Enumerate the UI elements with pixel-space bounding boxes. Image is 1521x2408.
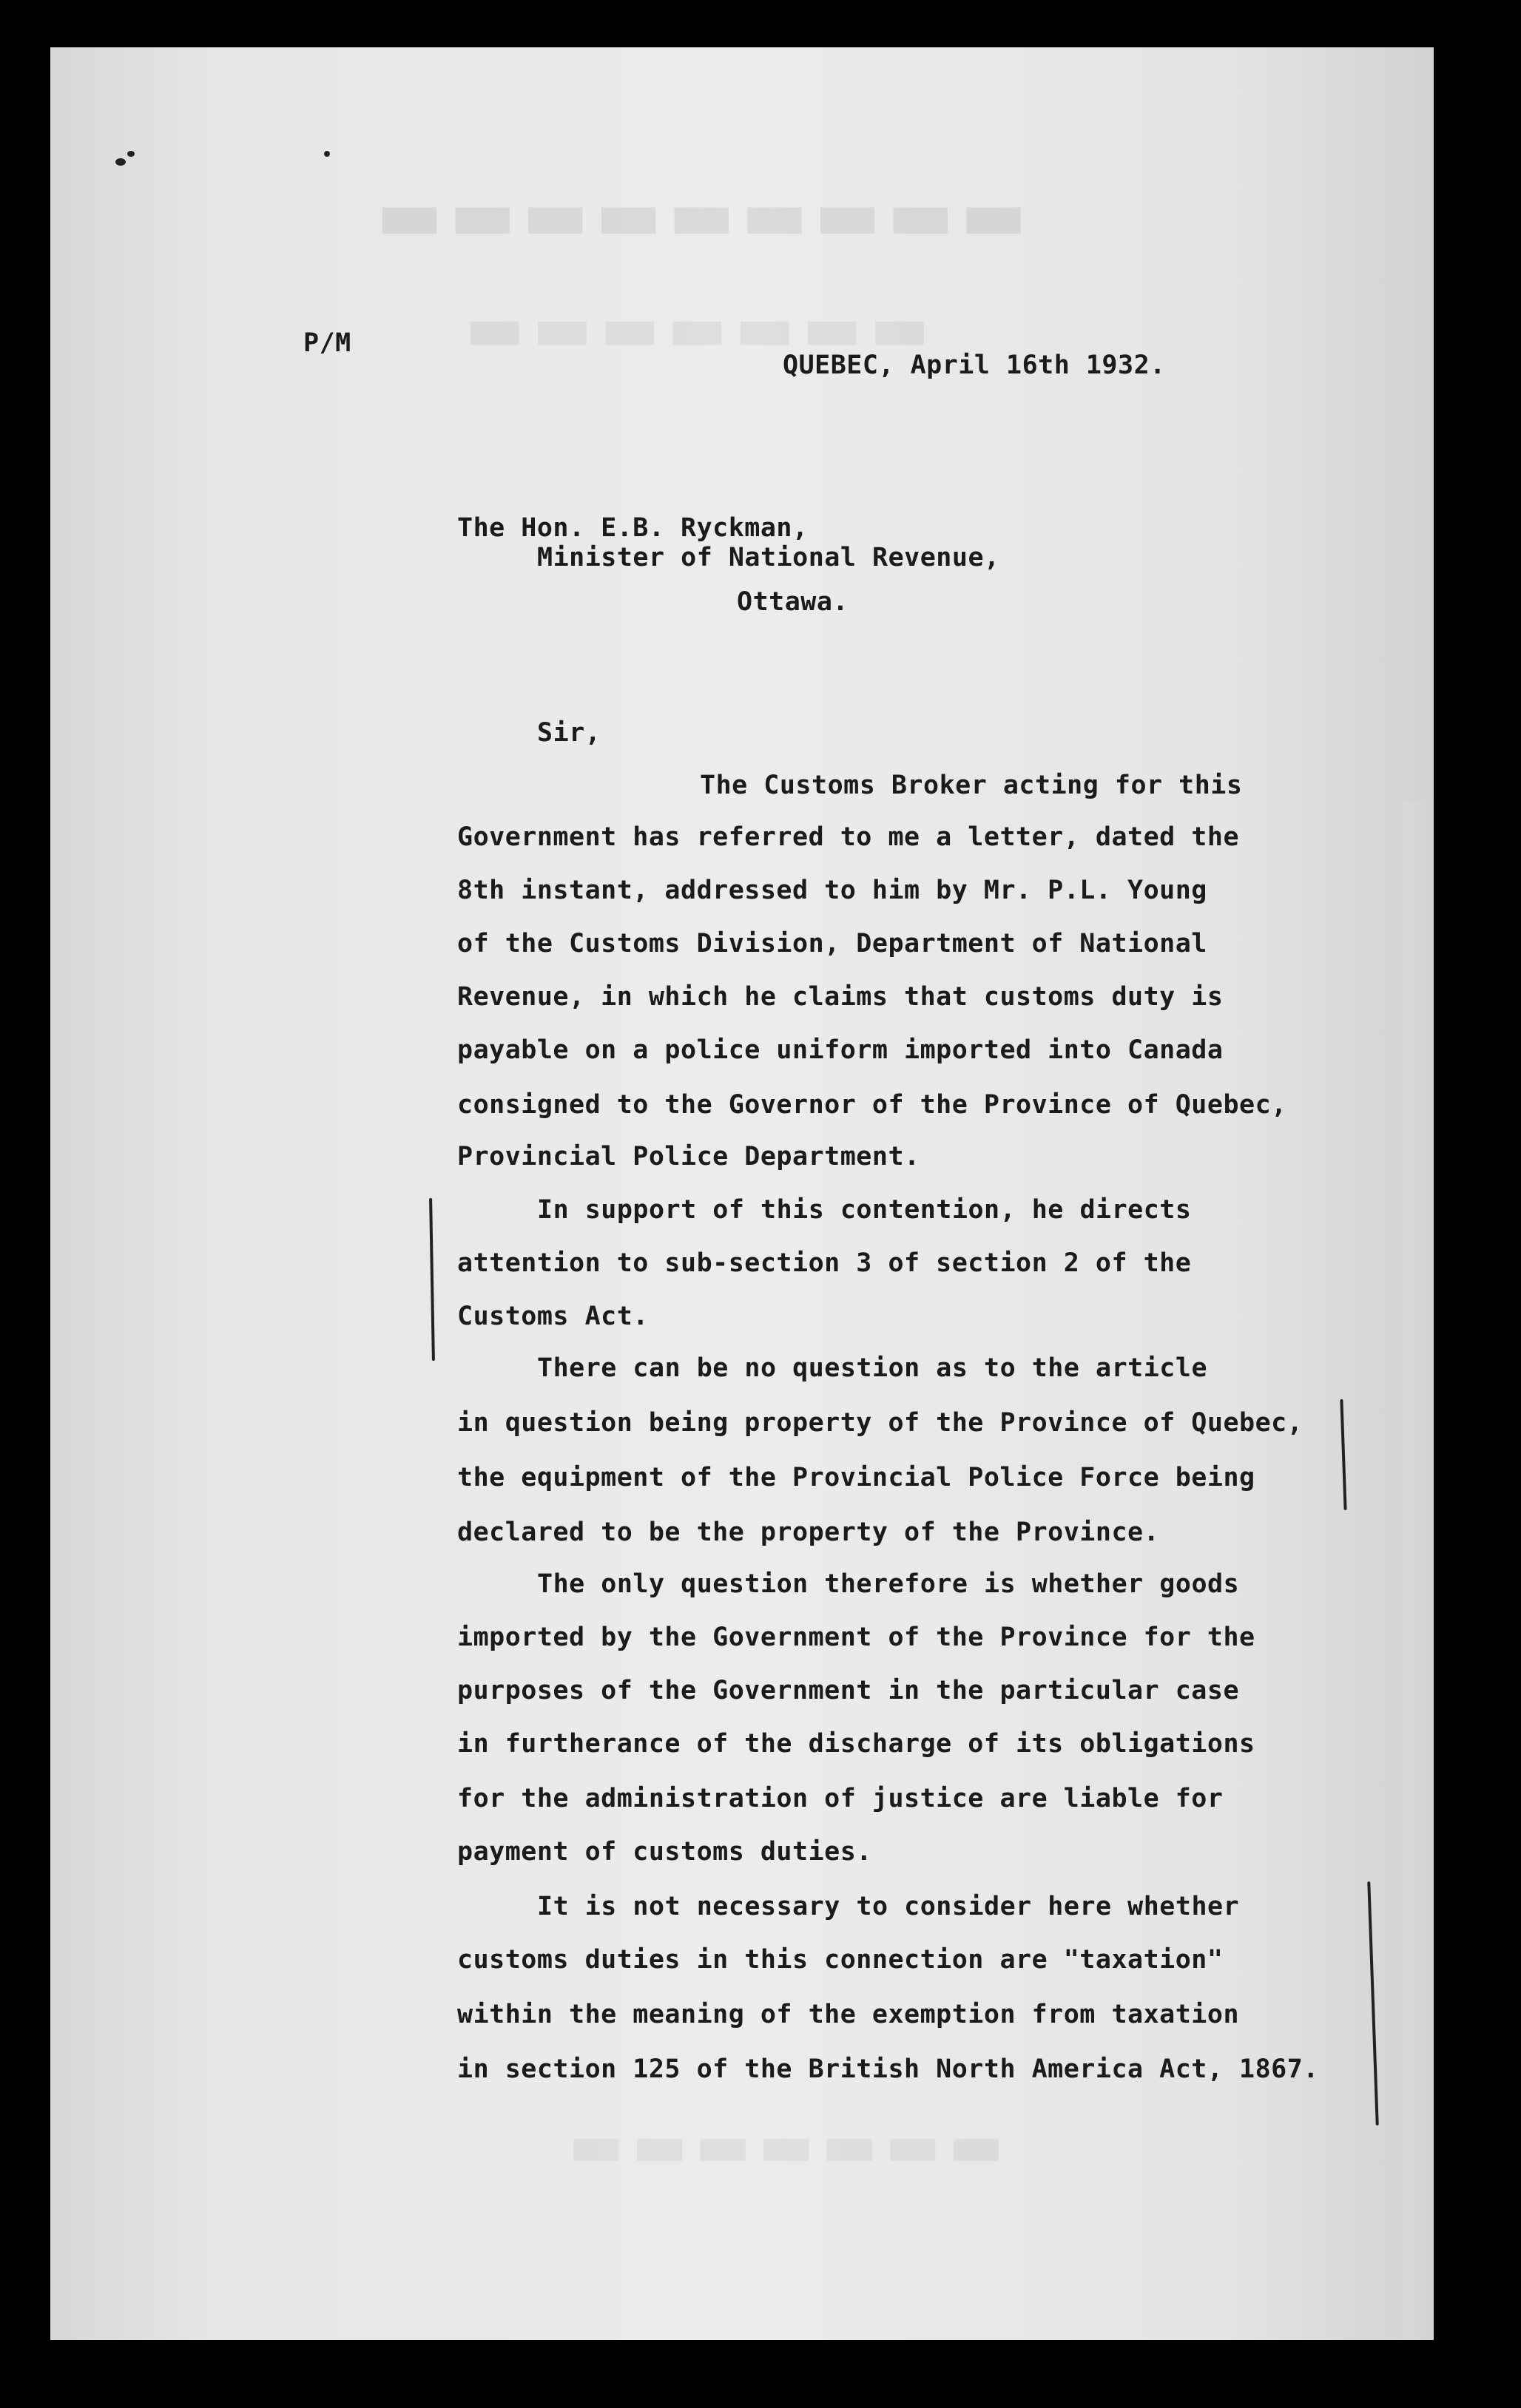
dateline: QUEBEC, April 16th 1932. <box>783 351 1166 380</box>
body-line: in question being property of the Province of Quebec, <box>457 1408 1304 1438</box>
reference-initials: P/M <box>303 328 351 358</box>
body-line: declared to be the property of the Province. <box>457 1518 1160 1547</box>
ink-speck <box>324 151 330 157</box>
body-line: Revenue, in which he claims that customs duty is <box>457 982 1224 1012</box>
body-line: There can be no question as to the article <box>537 1353 1208 1383</box>
letter-page <box>50 47 1434 2340</box>
body-line: Provincial Police Department. <box>457 1142 920 1171</box>
body-line: consigned to the Governor of the Province of Quebec, <box>457 1090 1287 1120</box>
body-line: the equipment of the Provincial Police Force being <box>457 1463 1255 1492</box>
body-line: in furtherance of the discharge of its obligations <box>457 1729 1255 1759</box>
body-line: payable on a police uniform imported into Canada <box>457 1035 1224 1065</box>
body-line: The Customs Broker acting for this <box>700 771 1243 800</box>
body-line: purposes of the Government in the particular case <box>457 1676 1240 1705</box>
body-line: Customs Act. <box>457 1302 649 1331</box>
body-line: Government has referred to me a letter, dated the <box>457 822 1240 852</box>
margin-line-mark <box>429 1198 435 1361</box>
margin-line-mark <box>1367 1881 1379 2125</box>
addressee-title: Minister of National Revenue, <box>537 543 1000 572</box>
body-line: payment of customs duties. <box>457 1837 872 1867</box>
margin-line-mark <box>1340 1399 1346 1510</box>
body-line: In support of this contention, he directs <box>537 1195 1192 1225</box>
letterhead-bleed-through-3: ▬▬▬▬▬▬▬ <box>568 2111 1012 2179</box>
addressee-city: Ottawa. <box>737 587 849 617</box>
body-line: customs duties in this connection are "taxation" <box>457 1945 1224 1975</box>
salutation: Sir, <box>537 718 601 748</box>
letterhead-bleed-through: ▬▬▬▬▬▬▬▬▬ <box>376 173 1033 256</box>
ink-speck <box>127 151 135 157</box>
addressee-name: The Hon. E.B. Ryckman, <box>457 513 809 543</box>
page-edge-shadow <box>1403 802 1434 2340</box>
body-line: in section 125 of the British North America Act, 1867. <box>457 2054 1319 2084</box>
body-line: imported by the Government of the Province for the <box>457 1623 1255 1652</box>
ink-speck <box>115 158 126 166</box>
body-line: The only question therefore is whether goods <box>537 1569 1240 1599</box>
body-line: within the meaning of the exemption from taxation <box>457 2000 1240 2029</box>
letterhead-bleed-through-2: ▬▬▬▬▬▬▬ <box>465 291 937 365</box>
body-line: for the administration of justice are liable for <box>457 1784 1224 1813</box>
body-line: 8th instant, addressed to him by Mr. P.L. Young <box>457 876 1207 905</box>
body-line: of the Customs Division, Department of National <box>457 929 1207 958</box>
body-line: It is not necessary to consider here whether <box>537 1892 1240 1921</box>
body-line: attention to sub-section 3 of section 2 of the <box>457 1248 1192 1278</box>
